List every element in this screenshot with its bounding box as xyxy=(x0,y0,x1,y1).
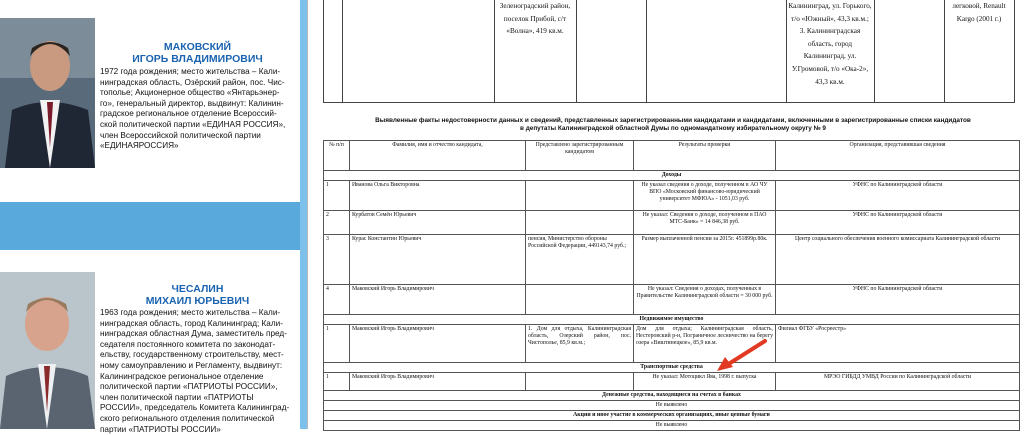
column-header: Результаты проверки xyxy=(634,141,776,171)
table-row xyxy=(324,285,1020,315)
candidate-given-names: ИГОРЬ ВЛАДИМИРОВИЧ xyxy=(132,53,263,65)
org-cell: Филиал ФГБУ «Росреестр» xyxy=(776,325,1020,363)
candidate-fio: Маковский Игорь Владимирович xyxy=(350,285,526,315)
org-cell: УФНС по Калининградской области xyxy=(776,285,1020,315)
result-cell: Дом для отдыха; Калининградская область, Нестеровский р-н, Пограничное лесничество на берегу озера «Виштинецкое», 85,9 кв.м. xyxy=(634,325,776,363)
row-number: 4 xyxy=(324,285,350,315)
property-table-fragment xyxy=(323,0,1015,103)
table-cell: легковой, Renault Kargo (2001 г.) xyxy=(952,2,1006,23)
blue-band xyxy=(0,202,300,250)
section-title: Доходы xyxy=(324,171,1020,181)
section-row xyxy=(324,391,1020,401)
submitted-cell xyxy=(526,211,634,235)
section-row xyxy=(324,171,1020,181)
table-row xyxy=(324,421,1020,431)
candidate-bio xyxy=(100,67,296,152)
candidate-name xyxy=(100,41,295,65)
bio-line: 1963 года рождения; место жительства – Кали- xyxy=(100,308,281,317)
table-rule xyxy=(576,0,577,102)
bio-line: политической партии «ПАТРИОТЫ РОССИИ», xyxy=(100,382,278,392)
candidate-panel xyxy=(0,0,300,434)
table-row xyxy=(324,211,1020,235)
decorative-stripe xyxy=(300,0,307,429)
table-row xyxy=(324,325,1020,363)
table-rule xyxy=(494,0,495,102)
bio-line: го», генеральный директор, выдвинут: Калинин- xyxy=(100,98,284,108)
column-header: Фамилия, имя и отчество кандидата, xyxy=(350,141,526,171)
bio-line: седателя постоянного комитета по законодат- xyxy=(100,339,276,349)
section-title: Недвижимое имущество xyxy=(324,315,1020,325)
submitted-cell: пенсия, Министерство обороны Российской Федерации, 449143,74 руб.; xyxy=(526,235,634,285)
bio-line: ельству, государственному строительству, мест- xyxy=(100,350,284,360)
submitted-cell xyxy=(526,373,634,391)
result-cell: Не указал: Сведения о доходах, полученных в Правительстве Калининградской области = 30 000 руб. xyxy=(634,285,776,315)
bio-line: ского регионального отделения политической xyxy=(100,413,275,423)
table-rule xyxy=(874,0,875,102)
document-heading xyxy=(338,117,1008,134)
row-number: 1 xyxy=(324,325,350,363)
table-cell: Калининград, ул. Горького, т/о «Южный», 43,3 кв.м.; 3. Калининградская область, город Калининград, ул. У.Громовой, т/о «Ока-2», 43,3 кв.м. xyxy=(788,2,872,86)
table-header-row xyxy=(324,141,1020,171)
row-number: 1 xyxy=(324,373,350,391)
red-arrow-icon xyxy=(713,335,773,375)
section-row xyxy=(324,411,1020,421)
candidate-card-makovsky xyxy=(0,0,300,202)
bio-line: РОССИИ», председатель Комитета Калининград- xyxy=(100,403,290,413)
bio-line: градское региональное отделение Всероссий- xyxy=(100,109,277,119)
table-rule xyxy=(944,0,945,102)
candidate-bio xyxy=(100,308,296,435)
table-cell: Зеленоградский район, поселок Прибой, с/т «Волна», 419 кв.м. xyxy=(499,2,571,36)
candidate-photo xyxy=(0,272,95,429)
result-cell: Не указал: Мотоцикл Ява, 1998 г. выпуска xyxy=(634,373,776,391)
bio-line: 1972 года рождения; место жительства – Кали- xyxy=(100,67,281,76)
org-cell: УФНС по Калининградской области xyxy=(776,211,1020,235)
portrait-image xyxy=(0,18,95,168)
candidate-surname: ЧЕСАЛИН xyxy=(171,283,224,295)
candidate-fio: Иванова Ольга Викторовна xyxy=(350,181,526,211)
not-found-cell: Не выявлено xyxy=(324,421,1020,431)
not-found-cell: Не выявлено xyxy=(324,401,1020,411)
candidate-fio: Курас Константин Юрьевич xyxy=(350,235,526,285)
candidate-fio: Маковский Игорь Владимирович xyxy=(350,373,526,391)
candidate-fio: Маковский Игорь Владимирович xyxy=(350,325,526,363)
submitted-cell: 1. Дом для отдыха, Калининградская область, Озерский район, пос. Чистополье, 85,9 кв.м.; xyxy=(526,325,634,363)
section-title: Акции и иное участие в коммерческих организациях, иные ценные бумаги xyxy=(324,411,1020,421)
org-cell: Центр социального обеспечения военного комиссариата Калининградской области xyxy=(776,235,1020,285)
section-row xyxy=(324,363,1020,373)
bio-line: ному самоуправлению и Регламенту, выдвинут: xyxy=(100,360,283,370)
section-row xyxy=(324,315,1020,325)
table-row xyxy=(324,181,1020,211)
submitted-cell xyxy=(526,285,634,315)
result-cell: Размер выплаченной пенсии за 2015г. 451899р.80к. xyxy=(634,235,776,285)
bio-line: Калининградское региональное отделение xyxy=(100,371,264,381)
candidate-card-chesalin xyxy=(0,250,300,434)
table-row xyxy=(324,373,1020,391)
candidate-fio: Курбатов Семён Юрьевич xyxy=(350,211,526,235)
bio-line: нинградская область, город Калининград; Кали- xyxy=(100,318,283,328)
bio-line: тополье; Акционерное общество «Янтарьэнер- xyxy=(100,88,280,98)
org-cell: МРЭО ГИБДД УМВД России по Калининградской области xyxy=(776,373,1020,391)
result-cell: Не указал: Сведения о доходе, полученном в ПАО МТС-Банк» = 14 846,38 руб. xyxy=(634,211,776,235)
bio-line: нинградская область, Озёрский район, пос. Чис- xyxy=(100,77,285,87)
bio-line: нинградская областная Дума, заместитель пред- xyxy=(100,329,287,339)
org-cell: УФНС по Калининградской области xyxy=(776,181,1020,211)
bio-line: член Всероссийской политической партии xyxy=(100,130,261,140)
document-page xyxy=(308,0,1024,429)
candidate-photo xyxy=(0,18,95,168)
row-number: 3 xyxy=(324,235,350,285)
table-rule xyxy=(786,0,787,102)
candidate-surname: МАКОВСКИЙ xyxy=(163,41,232,53)
section-title: Денежные средства, находящиеся на счетах в банках xyxy=(324,391,1020,401)
section-title: Транспортные средства xyxy=(324,363,1020,373)
bio-line: «ЕДИНАЯРОССИЯ» xyxy=(100,141,179,151)
submitted-cell xyxy=(526,181,634,211)
bio-line: ской политической партии «ЕДИНАЯ РОССИЯ», xyxy=(100,119,286,129)
row-number: 1 xyxy=(324,181,350,211)
bio-line: член политической партии «ПАТРИОТЫ xyxy=(100,392,254,402)
row-number: 2 xyxy=(324,211,350,235)
table-rule xyxy=(646,0,647,102)
candidate-given-names: МИХАИЛ ЮРЬЕВИЧ xyxy=(145,295,250,307)
table-row xyxy=(324,235,1020,285)
result-cell: Не указал сведения о доходе, полученном в АО ЧУ ВПО «Московский финансово-юридический университет МФЮА» - 1051,03 руб. xyxy=(634,181,776,211)
column-header: Организация, представившая сведения xyxy=(776,141,1020,171)
portrait-image xyxy=(0,272,95,429)
candidate-name xyxy=(100,283,295,307)
column-header: № п/п xyxy=(324,141,350,171)
bio-line: партии «ПАТРИОТЫ РОССИИ» xyxy=(100,424,221,434)
table-rule xyxy=(342,0,343,102)
facts-table xyxy=(323,140,1020,431)
table-row xyxy=(324,401,1020,411)
heading-line: Выявленные факты недостоверности данных и сведений, представленных зарегистрированными кандидатами и кандидатами, включенными в зарегистрированные списки кандидатов xyxy=(375,117,971,124)
column-header: Представлено зарегистрированным кандидатом xyxy=(526,141,634,171)
heading-line: в депутаты Калининградской областной Думы по одномандатному избирательному округу № 9 xyxy=(520,125,826,133)
